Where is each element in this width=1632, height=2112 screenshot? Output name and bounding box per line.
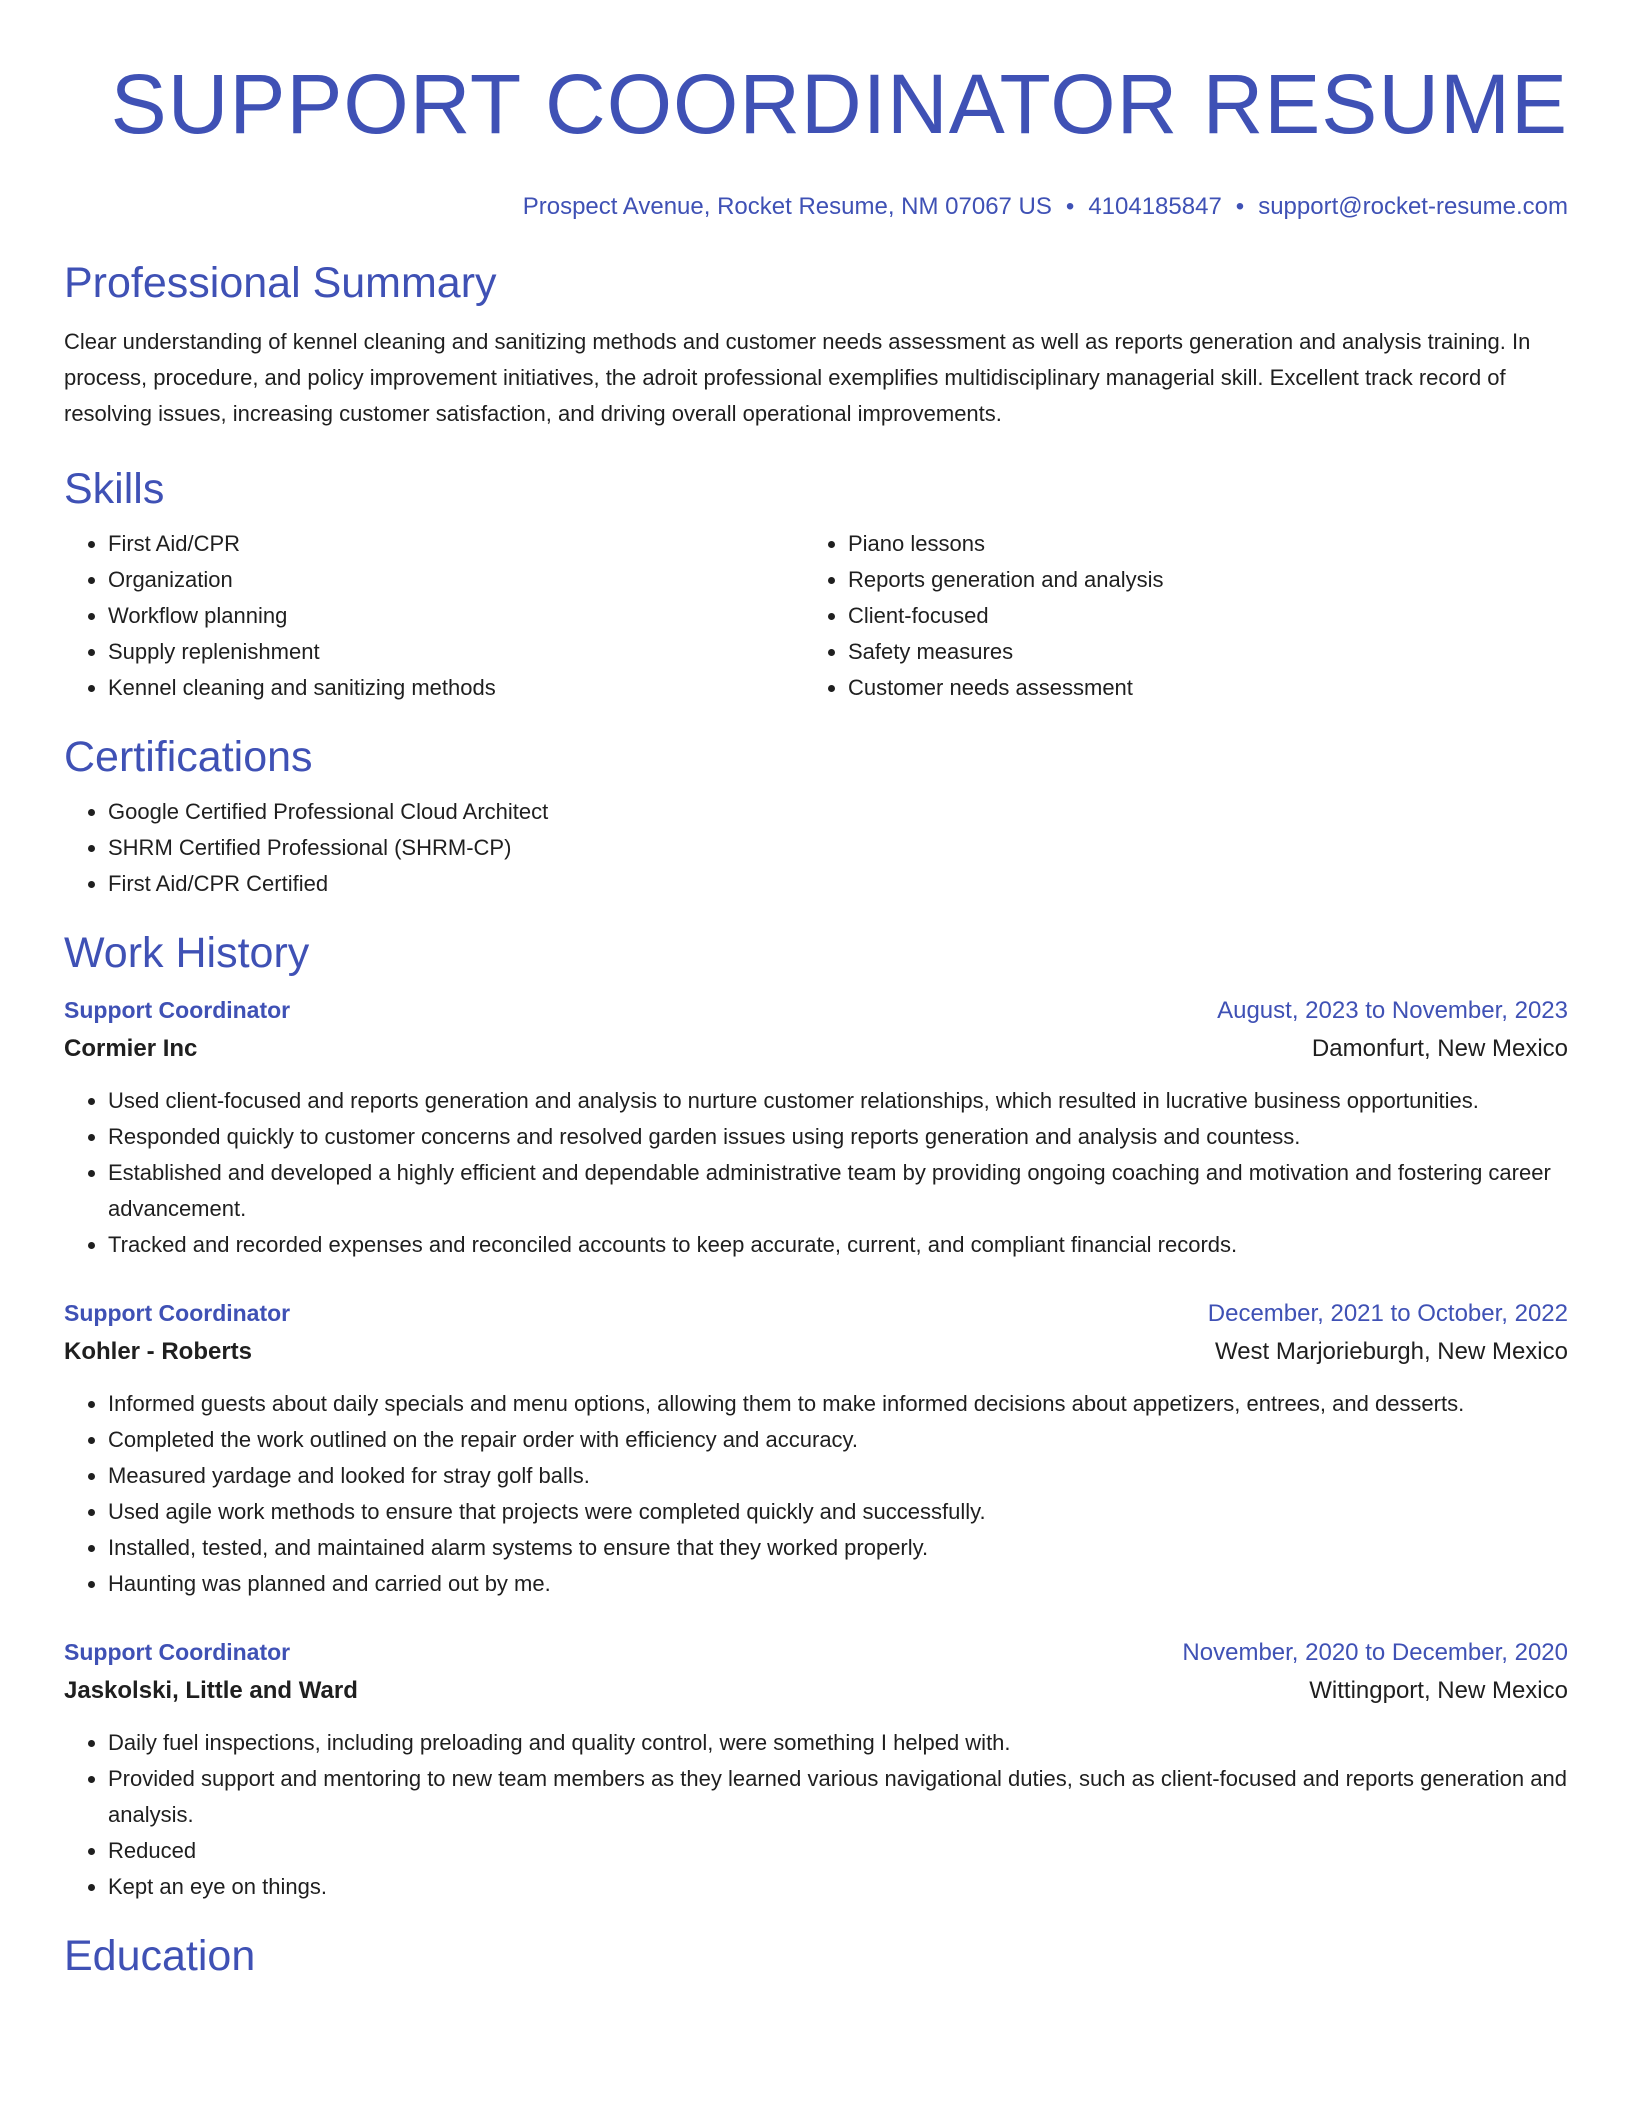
summary-text: Clear understanding of kennel cleaning and sanitizing methods and customer needs assessment as well as reports generation and analysis training. In process, procedure, and policy improvement initiatives, the adroit professional exemplifies multidisciplinary managerial skill. Excellent track record of resolving issues, increasing customer satisfaction, and driving overall operational improvements. [64, 329, 1531, 426]
job-company: Kohler - Roberts [64, 1338, 253, 1365]
job-entry [64, 1295, 1568, 1602]
education-section [64, 1929, 1568, 1983]
job-company-row [64, 1029, 1568, 1069]
skill-item: • First Aid/CPR [108, 526, 804, 562]
job-bullet: • Installed, tested, and maintained alarm systems to ensure that they worked properly. [108, 1530, 1568, 1566]
job-title: Support Coordinator [64, 1639, 291, 1665]
job-dates: August, 2023 to November, 2023 [1217, 997, 1568, 1024]
contact-address: Prospect Avenue, Rocket Resume, NM 07067 US [522, 193, 1052, 220]
skill-item: • Reports generation and analysis [848, 562, 1544, 598]
skills-column-right [804, 526, 1544, 706]
job-bullet: • Established and developed a highly efficient and dependable administrative team by providing ongoing coaching and motivation and fostering career advancement. [108, 1155, 1568, 1227]
job-title: Support Coordinator [64, 997, 291, 1023]
certification-item: • SHRM Certified Professional (SHRM-CP) [108, 830, 1568, 866]
job-header-row [64, 1295, 1568, 1332]
job-bullet: • Provided support and mentoring to new team members as they learned various navigational duties, such as client-focused and reports generation and analysis. [108, 1761, 1568, 1833]
job-bullet: • Kept an eye on things. [108, 1869, 1568, 1905]
job-location: Damonfurt, New Mexico [1311, 1035, 1568, 1062]
job-dates: November, 2020 to December, 2020 [1182, 1639, 1568, 1666]
job-location: West Marjorieburgh, New Mexico [1214, 1338, 1568, 1365]
job-location: Wittingport, New Mexico [1309, 1677, 1568, 1704]
job-bullet: • Haunting was planned and carried out by me. [108, 1566, 1568, 1602]
skills-heading: Skills [64, 465, 165, 513]
skill-item: • Supply replenishment [108, 634, 804, 670]
skill-item: • Customer needs assessment [848, 670, 1544, 706]
resume-title: SUPPORT COORDINATOR RESUME [110, 57, 1568, 151]
education-heading: Education [64, 1932, 256, 1980]
skill-item: • Client-focused [848, 598, 1544, 634]
job-company: Cormier Inc [64, 1035, 198, 1062]
job-bullet: • Responded quickly to customer concerns and resolved garden issues using reports generation and analysis and countess. [108, 1119, 1568, 1155]
job-bullet: • Reduced [108, 1833, 1568, 1869]
job-company-row [64, 1671, 1568, 1711]
contact-separator: • [1235, 193, 1245, 220]
skill-item: • Safety measures [848, 634, 1544, 670]
job-bullet: • Measured yardage and looked for stray golf balls. [108, 1458, 1568, 1494]
contact-phone: 4104185847 [1088, 193, 1222, 220]
skills-column-left [64, 526, 804, 706]
job-bullet: • Tracked and recorded expenses and reconciled accounts to keep accurate, current, and compliant financial records. [108, 1227, 1568, 1263]
certification-item: • First Aid/CPR Certified [108, 866, 1568, 902]
job-company-row [64, 1332, 1568, 1372]
job-header-row [64, 1634, 1568, 1671]
summary-heading: Professional Summary [64, 259, 497, 307]
job-company: Jaskolski, Little and Ward [64, 1677, 358, 1704]
skill-item: • Kennel cleaning and sanitizing methods [108, 670, 804, 706]
job-entry [64, 992, 1568, 1263]
job-bullet: • Daily fuel inspections, including preloading and quality control, were something I helped with. [108, 1725, 1568, 1761]
skills-section [64, 462, 1568, 706]
certification-item: • Google Certified Professional Cloud Architect [108, 794, 1568, 830]
certifications-section [64, 730, 1568, 902]
job-bullet: • Completed the work outlined on the repair order with efficiency and accuracy. [108, 1422, 1568, 1458]
skill-item: • Workflow planning [108, 598, 804, 634]
job-entry [64, 1634, 1568, 1905]
skills-grid [64, 526, 1568, 706]
job-bullet: • Used client-focused and reports generation and analysis to nurture customer relationships, which resulted in lucrative business opportunities. [108, 1083, 1568, 1119]
contact-email[interactable]: support@rocket-resume.com [1258, 193, 1568, 220]
skill-item: • Organization [108, 562, 804, 598]
skill-item: • Piano lessons [848, 526, 1544, 562]
work-history-heading: Work History [64, 929, 310, 977]
contact-separator: • [1065, 193, 1075, 220]
contact-line [64, 190, 1568, 224]
job-bullet: • Informed guests about daily specials and menu options, allowing them to make informed decisions about appetizers, entrees, and desserts. [108, 1386, 1568, 1422]
summary-section [64, 256, 1568, 432]
job-bullet: • Used agile work methods to ensure that projects were completed quickly and successfully. [108, 1494, 1568, 1530]
job-title: Support Coordinator [64, 1300, 291, 1326]
work-history-section [64, 926, 1568, 1905]
certifications-heading: Certifications [64, 733, 313, 781]
job-header-row [64, 992, 1568, 1029]
job-dates: December, 2021 to October, 2022 [1207, 1300, 1568, 1327]
